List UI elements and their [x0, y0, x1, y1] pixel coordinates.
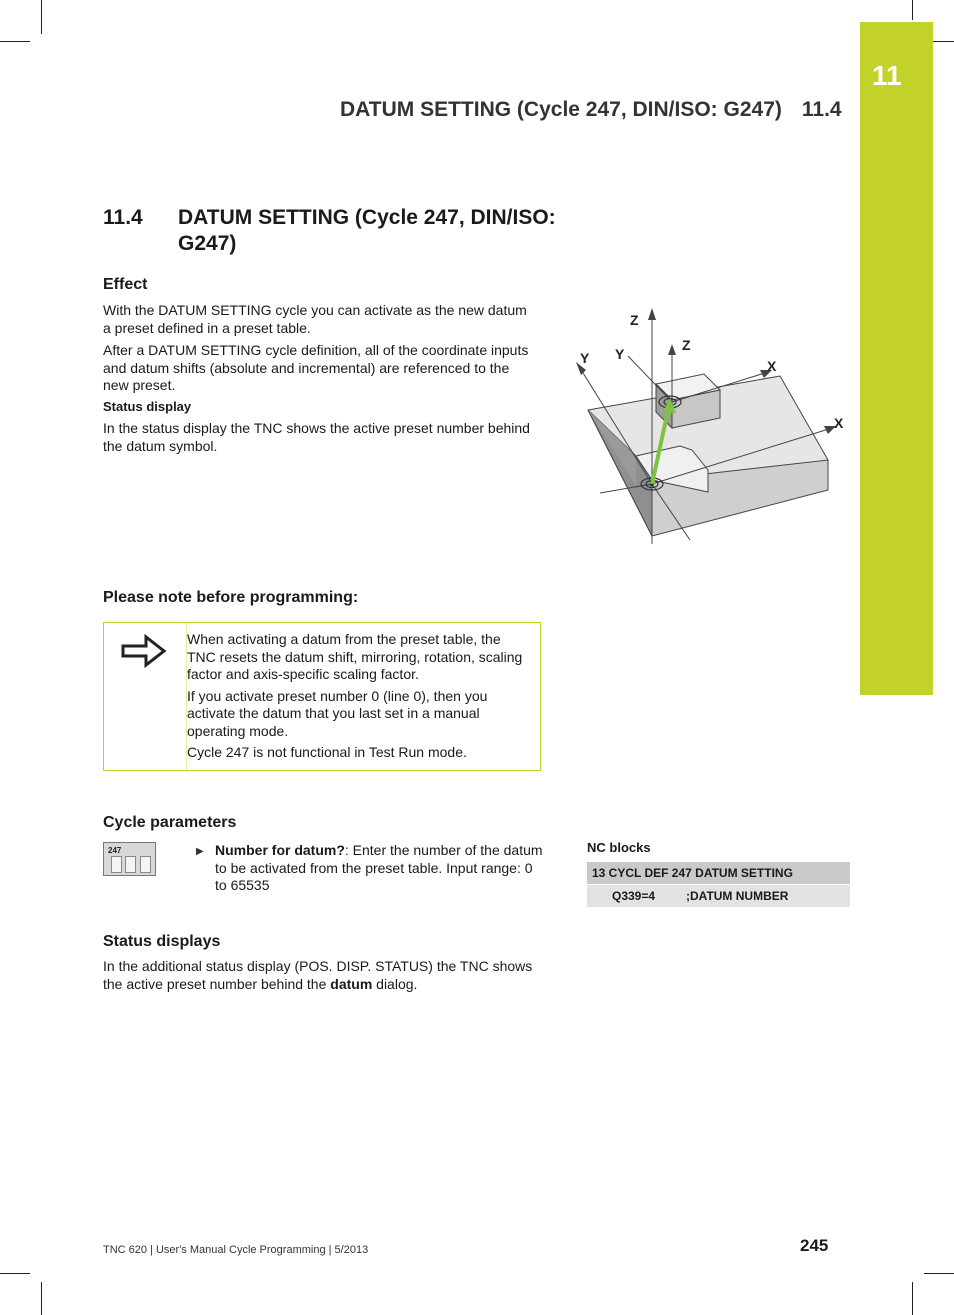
footer-text: TNC 620 | User's Manual Cycle Programming | 5/2013 [103, 1244, 369, 1256]
note-item: If you activate preset number 0 (line 0), then you activate the datum that you last set in a manual operating mode. [187, 687, 488, 739]
status-displays-heading: Status displays [103, 933, 221, 950]
crop-mark [912, 0, 913, 20]
chapter-number: 11 [872, 60, 902, 91]
param-name: Number for datum? [215, 842, 345, 858]
status-displays-text [103, 958, 548, 993]
axis-label-z-shifted: Z [682, 337, 691, 353]
crop-mark [0, 41, 30, 42]
crop-mark [0, 1273, 30, 1274]
cycle-parameters-heading: Cycle parameters [103, 814, 237, 831]
effect-paragraph-2: After a DATUM SETTING cycle definition, all of the coordinate inputs and datum shifts (absolute and incremental) are referenced to the new preset. [103, 342, 529, 393]
softkey-label: 247 [108, 846, 122, 855]
softkey-cell [125, 856, 136, 873]
note-item: Cycle 247 is not functional in Test Run mode. [187, 744, 467, 760]
status-text-bold: datum [330, 975, 373, 992]
crop-mark [912, 1282, 913, 1315]
section-title-text: DATUM SETTING (Cycle 247, DIN/ISO: G247) [178, 206, 556, 255]
datum-diagram [570, 300, 860, 550]
nc-blocks-heading: NC blocks [587, 840, 651, 855]
axis-label-y: Y [580, 350, 590, 366]
nc-comment: ;DATUM NUMBER [686, 889, 789, 903]
axis-label-z: Z [630, 312, 639, 328]
effect-paragraph-1: With the DATUM SETTING cycle you can activate as the new datum a preset defined in a preset table. [103, 302, 527, 336]
axis-label-y-shifted: Y [615, 346, 625, 362]
crop-mark [41, 0, 42, 34]
status-text-before: In the additional status display (POS. DISP. STATUS) the TNC shows the active preset number behind the [103, 958, 533, 992]
page-number: 245 [800, 1236, 829, 1255]
effect-heading: Effect [103, 276, 148, 293]
axis-label-x-shifted: X [767, 358, 777, 374]
cycle-247-softkey [103, 842, 156, 876]
arrow-right-icon [120, 633, 168, 669]
nc-block-line [587, 885, 850, 907]
softkey-cell [140, 856, 151, 873]
section-number: 11.4 [103, 206, 143, 229]
note-box [103, 622, 541, 771]
nc-param: Q339=4 [612, 889, 656, 903]
note-heading: Please note before programming: [103, 589, 359, 606]
softkey-cell [111, 856, 122, 873]
param-description [215, 842, 545, 895]
nc-block-line [587, 862, 850, 884]
chapter-tab [860, 22, 933, 695]
note-text [187, 631, 532, 766]
note-item: When activating a datum from the preset table, the TNC resets the datum shift, mirroring, rotation, scaling factor and axis-specific scaling factor. [187, 631, 523, 682]
running-head-title: DATUM SETTING (Cycle 247, DIN/ISO: G247) [340, 98, 782, 121]
status-display-heading: Status display [103, 399, 192, 414]
param-desc: : Enter the number of the datum to be activated from the preset table. Input range: 0 to 65535 [215, 842, 543, 893]
bullet-triangle-icon: ▶ [196, 846, 204, 857]
nc-line-1: 13 CYCL DEF 247 DATUM SETTING [592, 866, 793, 880]
crop-mark [924, 1273, 954, 1274]
axis-label-x: X [834, 415, 844, 431]
running-head-section: 11.4 [801, 98, 842, 121]
crop-mark [41, 1282, 42, 1315]
running-head [340, 98, 842, 122]
status-text-after: dialog. [372, 975, 418, 992]
effect-paragraph-3: In the status display the TNC shows the active preset number behind the datum symbol. [103, 420, 530, 454]
